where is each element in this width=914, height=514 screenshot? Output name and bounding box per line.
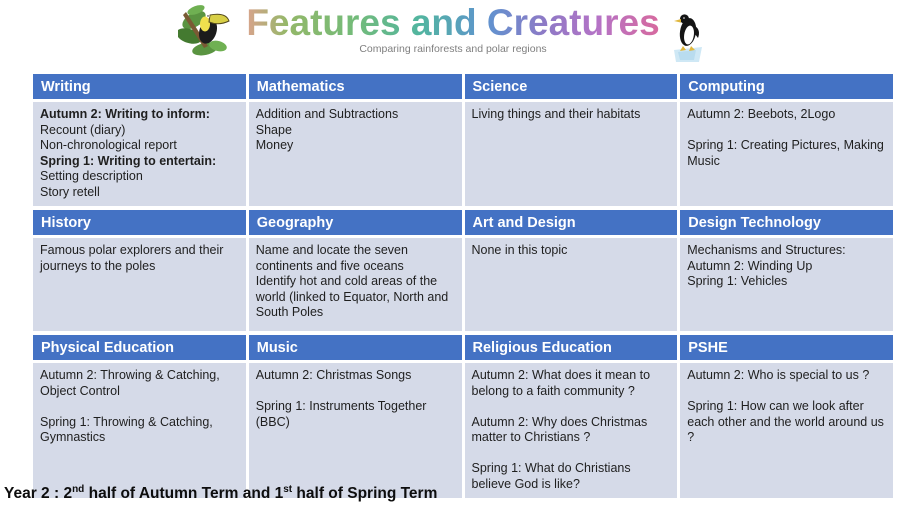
cell-text-line: Spring 1: Instruments Together (BBC) [255,399,427,429]
content-cell-computing [680,102,893,206]
caption-superscript: nd [72,483,85,495]
header-cell-mathematics: Mathematics [249,74,462,99]
header-cell-physical-education: Physical Education [33,335,246,360]
content-cell-design-technology [680,238,893,331]
page-subtitle: Comparing rainforests and polar regions [359,42,547,55]
header-cell-design-technology: Design Technology [680,210,893,235]
cell-text-line: None in this topic [471,243,568,257]
content-cell-history [33,238,246,331]
header-cell-art-and-design: Art and Design [465,210,678,235]
header-cell-science: Science [465,74,678,99]
cell-text-line: Autumn 2: Writing to inform: [40,107,210,121]
cell-text-line: Autumn 2: Beebots, 2Logo [687,107,836,121]
cell-text-line [40,399,239,415]
cell-text-line: Shape [255,122,292,137]
toucan-rainforest-icon [178,2,240,65]
cell-text-line: Money [255,138,294,152]
caption-part: Year 2 : 2 [4,485,73,502]
cell-text-line: Autumn 2: What does it mean to belong to a faith community ? [471,368,651,398]
cell-text-line: Spring 1: Vehicles [687,274,788,288]
content-cell-religious-education [465,363,678,498]
header-cell-music: Music [249,335,462,360]
cell-text-line: Name and locate the seven continents and five oceans [255,243,408,273]
cell-text-line [472,446,671,462]
slide-header [0,2,888,67]
content-cell-mathematics [249,102,462,206]
cell-text-line: Autumn 2: Why does Christmas matter to Christians ? [471,414,648,444]
cell-text-line: Spring 1: Throwing & Catching, Gymnastics [40,414,213,444]
cell-text-line [687,123,886,139]
header-cell-pshe: PSHE [680,335,893,360]
cell-text-line: Autumn 2: Winding Up [687,258,813,273]
penguin-on-ice-icon [666,10,710,67]
content-cell-music [249,363,462,498]
header-cell-history: History [33,210,246,235]
content-cell-geography [249,238,462,331]
cell-text-line: Mechanisms and Structures: [687,243,846,257]
cell-text-line: Spring 1: Creating Pictures, Making Music [687,138,884,168]
year-term-caption [4,485,437,503]
cell-text-line: Autumn 2: Who is special to us ? [687,368,870,382]
cell-text-line [472,399,671,415]
cell-text-line: Identify hot and cold areas of the world (linked to Equator, North and South Poles [255,274,449,319]
content-cell-physical-education [33,363,246,498]
caption-superscript: st [283,483,293,495]
content-cell-writing [33,102,246,206]
cell-text-line: Recount (diary) [40,122,126,137]
cell-text-line: Autumn 2: Throwing & Catching, Object Control [40,368,220,398]
header-cell-religious-education: Religious Education [465,335,678,360]
cell-text-line: Story retell [40,184,100,199]
page-title: Features and Creatures [246,2,660,43]
cell-text-line: Addition and Subtractions [255,107,399,121]
cell-text-line: Living things and their habitats [471,107,641,121]
cell-text-line: Spring 1: What do Christians believe God is like? [471,461,631,491]
cell-text-line [687,384,886,400]
cell-text-line: Spring 1: How can we look after each other and the world around us ? [687,399,884,444]
table-section-3 [33,335,893,498]
cell-text-line: Setting description [40,169,143,183]
cell-text-line: Spring 1: Writing to entertain: [40,153,217,168]
cell-text-line: Non-chronological report [40,138,177,152]
content-cell-science [465,102,678,206]
header-cell-geography: Geography [249,210,462,235]
cell-text-line: Autumn 2: Christmas Songs [255,368,412,382]
curriculum-table [33,74,893,502]
title-block [246,2,659,55]
content-cell-art-and-design [465,238,678,331]
cell-text-line [256,384,455,400]
table-section-2 [33,210,893,331]
table-section-1 [33,74,893,206]
caption-part: half of Autumn Term and 1 [84,485,284,502]
header-cell-computing: Computing [680,74,893,99]
content-cell-pshe [680,363,893,498]
cell-text-line: Famous polar explorers and their journeys to the poles [40,243,224,273]
header-cell-writing: Writing [33,74,246,99]
caption-part: half of Spring Term [292,485,438,502]
